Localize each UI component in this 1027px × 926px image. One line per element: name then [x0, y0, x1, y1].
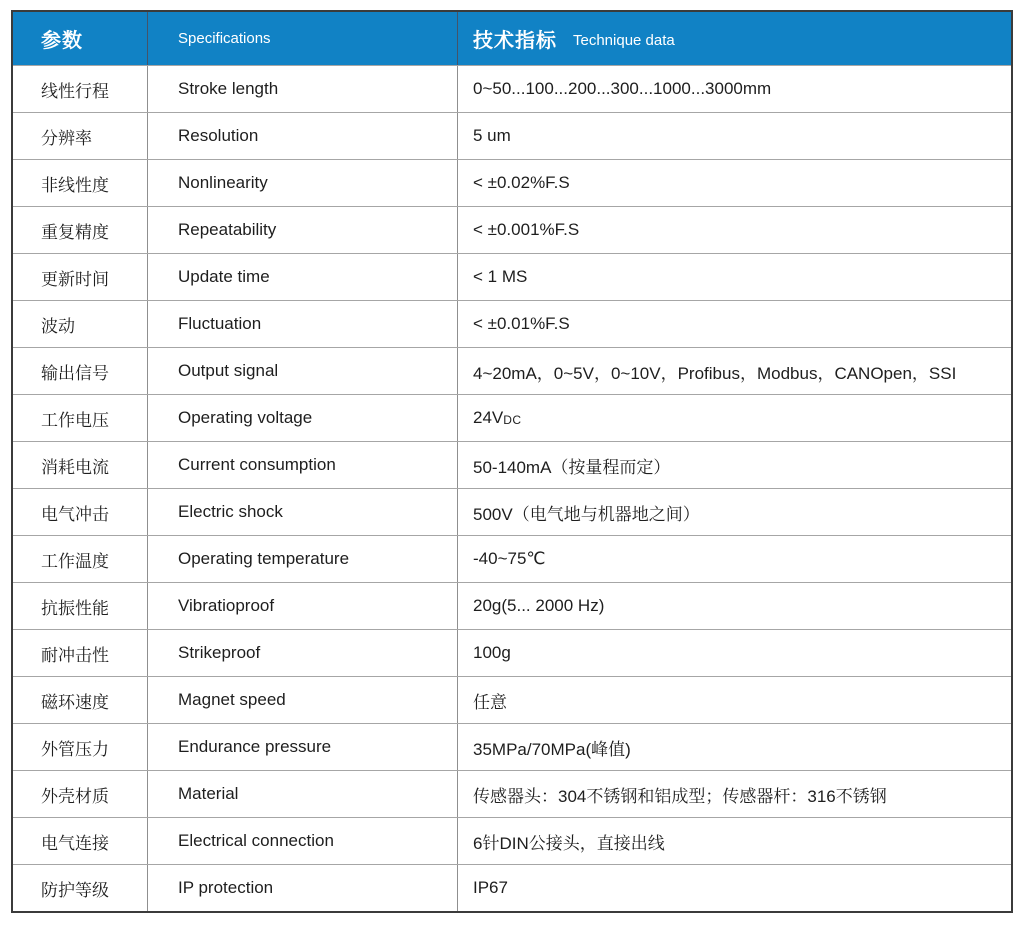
table-row — [13, 488, 1011, 535]
table-row — [13, 582, 1011, 629]
technique-value: 传感器头：304不锈钢和铝成型；传感器杆：316不锈钢 — [473, 786, 887, 806]
spec-name-en: Current consumption — [148, 442, 458, 488]
param-name-cn: 防护等级 — [13, 865, 148, 911]
header-param-cn: 参数 — [41, 30, 83, 52]
param-name-cn: 工作电压 — [13, 395, 148, 441]
table-row — [13, 253, 1011, 300]
specifications-table — [11, 10, 1013, 913]
header-specifications-en: Specifications — [178, 30, 271, 47]
spec-name-en: Update time — [148, 254, 458, 300]
param-name-cn: 耐冲击性 — [13, 630, 148, 676]
param-name-cn: 抗振性能 — [13, 583, 148, 629]
spec-name-en: Operating temperature — [148, 536, 458, 582]
param-name-cn: 输出信号 — [13, 348, 148, 394]
spec-name-en: Fluctuation — [148, 301, 458, 347]
spec-name-en: Nonlinearity — [148, 160, 458, 206]
param-name-cn: 消耗电流 — [13, 442, 148, 488]
table-header-row — [13, 12, 1011, 65]
spec-name-en: Electrical connection — [148, 818, 458, 864]
spec-name-en: Material — [148, 771, 458, 817]
spec-name-en: Vibratioproof — [148, 583, 458, 629]
table-body — [13, 65, 1011, 911]
technique-value: 6针DIN公接头，直接出线 — [473, 833, 665, 853]
param-name-cn: 外壳材质 — [13, 771, 148, 817]
value-suffix: DC — [503, 412, 522, 427]
table-row — [13, 629, 1011, 676]
param-name-cn: 磁环速度 — [13, 677, 148, 723]
table-row — [13, 817, 1011, 864]
header-tech-cn: 技术指标 — [473, 30, 557, 52]
table-row — [13, 441, 1011, 488]
param-name-cn: 工作温度 — [13, 536, 148, 582]
table-row — [13, 300, 1011, 347]
param-name-cn: 外管压力 — [13, 724, 148, 770]
technique-value: < ±0.01%F.S — [473, 314, 570, 333]
technique-value: 50-140mA（按量程而定） — [473, 457, 671, 477]
technique-value: 任意 — [473, 692, 507, 712]
technique-value: 5 um — [473, 126, 511, 145]
table-row — [13, 347, 1011, 394]
technique-value: 0~50...100...200...300...1000...3000mm — [473, 79, 772, 98]
param-name-cn: 更新时间 — [13, 254, 148, 300]
table-row — [13, 159, 1011, 206]
spec-name-en: Electric shock — [148, 489, 458, 535]
param-name-cn: 线性行程 — [13, 66, 148, 112]
spec-name-en: Endurance pressure — [148, 724, 458, 770]
header-param — [13, 12, 148, 65]
table-row — [13, 864, 1011, 911]
table-row — [13, 770, 1011, 817]
technique-value: < ±0.02%F.S — [473, 173, 570, 192]
param-name-cn: 分辨率 — [13, 113, 148, 159]
spec-name-en: Stroke length — [148, 66, 458, 112]
table-row — [13, 394, 1011, 441]
param-name-cn: 非线性度 — [13, 160, 148, 206]
technique-value: 100g — [473, 643, 511, 662]
spec-name-en: IP protection — [148, 865, 458, 911]
param-name-cn: 波动 — [13, 301, 148, 347]
header-tech-en: Technique data — [573, 31, 675, 49]
table-row — [13, 206, 1011, 253]
param-name-cn: 电气冲击 — [13, 489, 148, 535]
table-row — [13, 676, 1011, 723]
technique-value: 4~20mA，0~5V，0~10V，Profibus，Modbus，CANOpen，SSI — [473, 363, 957, 383]
spec-name-en: Magnet speed — [148, 677, 458, 723]
spec-name-en: Operating voltage — [148, 395, 458, 441]
table-row — [13, 112, 1011, 159]
table-row — [13, 535, 1011, 582]
table-row — [13, 65, 1011, 112]
technique-value: -40~75℃ — [473, 549, 546, 568]
technique-value: IP67 — [473, 878, 508, 897]
technique-value: 500V（电气地与机器地之间） — [473, 504, 700, 524]
param-name-cn: 重复精度 — [13, 207, 148, 253]
spec-name-en: Strikeproof — [148, 630, 458, 676]
header-technique-data — [458, 12, 1011, 65]
param-name-cn: 电气连接 — [13, 818, 148, 864]
technique-value: 35MPa/70MPa(峰值) — [473, 739, 631, 759]
table-row — [13, 723, 1011, 770]
technique-value: 20g(5... 2000 Hz) — [473, 596, 605, 615]
technique-value: 24V DC — [473, 408, 522, 427]
technique-value: < 1 MS — [473, 267, 528, 286]
spec-name-en: Output signal — [148, 348, 458, 394]
spec-name-en: Resolution — [148, 113, 458, 159]
spec-name-en: Repeatability — [148, 207, 458, 253]
technique-value: < ±0.001%F.S — [473, 220, 580, 239]
header-specifications — [148, 12, 458, 65]
